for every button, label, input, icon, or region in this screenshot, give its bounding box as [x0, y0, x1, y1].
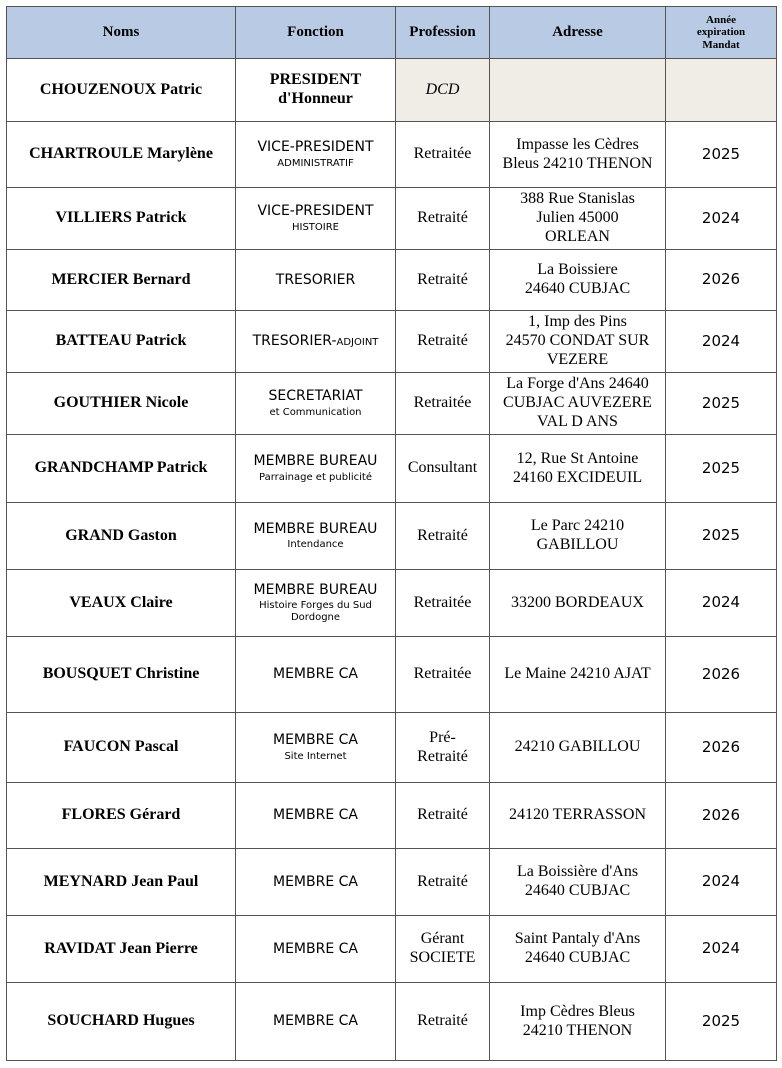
member-mandate-year: 2025 [666, 122, 777, 188]
member-profession: Retraité [396, 503, 490, 570]
table-row [7, 983, 777, 1061]
member-address [490, 916, 666, 983]
member-function [236, 849, 396, 916]
member-function [236, 570, 396, 637]
member-name: BATTEAU Patrick [7, 311, 236, 373]
address-line: La Forge d'Ans 24640 [506, 375, 649, 393]
function-title: MEMBRE CA [273, 1013, 358, 1030]
member-address [490, 849, 666, 916]
address-line: 12, Rue St Antoine [516, 449, 639, 467]
member-profession: Consultant [396, 435, 490, 503]
table-row [7, 916, 777, 983]
address-line: 24210 THENON [522, 1021, 633, 1039]
member-profession: Gérant SOCIETE [396, 916, 490, 983]
board-members-table [6, 6, 777, 1061]
member-name: MEYNARD Jean Paul [7, 849, 236, 916]
function-title: MEMBRE CA [273, 940, 358, 957]
member-name: RAVIDAT Jean Pierre [7, 916, 236, 983]
member-function [236, 713, 396, 783]
function-detail: Parrainage et publicité [259, 471, 372, 483]
function-detail: Intendance [287, 539, 344, 551]
member-function [236, 637, 396, 713]
header-year-line3: Mandat [702, 38, 740, 51]
member-mandate-year: 2025 [666, 373, 777, 435]
member-function [236, 373, 396, 435]
address-line: 24640 CUBJAC [524, 280, 631, 297]
address-line: 1, Imp des Pins [528, 313, 627, 331]
member-function [236, 983, 396, 1061]
member-address [490, 373, 666, 435]
member-address [490, 188, 666, 250]
member-address [490, 570, 666, 637]
address-line: Le Maine 24210 AJAT [504, 665, 651, 683]
member-name: CHARTROULE Marylène [7, 122, 236, 188]
member-function [236, 916, 396, 983]
table-row [7, 435, 777, 503]
address-line: 24640 CUBJAC [524, 882, 631, 899]
member-mandate-year: 2026 [666, 637, 777, 713]
member-profession: Retraité [396, 188, 490, 250]
function-detail: ADMINISTRATIF [277, 157, 354, 169]
table-row [7, 570, 777, 637]
member-function [236, 250, 396, 311]
function-title: MEMBRE CA [273, 666, 358, 683]
function-title: SECRETARIAT [268, 388, 363, 405]
table-row [7, 783, 777, 849]
header-year [666, 7, 777, 59]
address-line: 388 Rue Stanislas [520, 190, 635, 208]
table-header-row [7, 7, 777, 59]
function-title: MEMBRE CA [273, 873, 358, 890]
member-mandate-year: 2025 [666, 503, 777, 570]
address-line: Impasse les Cèdres [516, 135, 639, 153]
member-profession: Retraité [396, 783, 490, 849]
function-detail: et Communication [269, 406, 362, 418]
function-title: VICE-PRESIDENT [257, 139, 374, 156]
function-title: MEMBRE CA [273, 732, 358, 749]
member-mandate-year: 2025 [666, 983, 777, 1061]
member-function [236, 783, 396, 849]
member-address [490, 311, 666, 373]
address-line: VEZERE [546, 350, 609, 368]
header-name: Noms [7, 7, 236, 59]
member-address [490, 983, 666, 1061]
function-detail: HISTOIRE [291, 221, 339, 233]
member-profession: Retraité [396, 849, 490, 916]
member-mandate-year [666, 59, 777, 122]
address-line: Saint Pantaly d'Ans [514, 930, 641, 948]
table-row [7, 122, 777, 188]
member-mandate-year: 2026 [666, 713, 777, 783]
member-function [236, 503, 396, 570]
function-detail: d'Honneur [278, 90, 353, 107]
member-mandate-year: 2024 [666, 849, 777, 916]
function-detail: Histoire Forges du Sud Dordogne [259, 600, 372, 624]
member-function [236, 311, 396, 373]
member-profession: Retraitée [396, 373, 490, 435]
member-name: FLORES Gérard [7, 783, 236, 849]
table-row [7, 250, 777, 311]
address-line: ORLEAN [545, 227, 610, 245]
member-function [236, 188, 396, 250]
member-profession: Retraitée [396, 570, 490, 637]
member-address [490, 713, 666, 783]
table-row [7, 373, 777, 435]
address-line: 24640 CUBJAC [524, 949, 631, 966]
function-title: MEMBRE CA [273, 807, 358, 824]
function-title: PRESIDENT [269, 71, 362, 89]
member-address [490, 435, 666, 503]
function-title: MEMBRE BUREAU [253, 453, 378, 470]
member-profession: Retraitée [396, 637, 490, 713]
member-address [490, 503, 666, 570]
member-profession: Retraitée [396, 122, 490, 188]
member-name: SOUCHARD Hugues [7, 983, 236, 1061]
address-line: CUBJAC AUVEZERE [503, 394, 652, 412]
address-line: 24160 EXCIDEUIL [512, 468, 643, 486]
member-address [490, 122, 666, 188]
function-title: MEMBRE BUREAU [253, 520, 378, 537]
address-line: 24570 CONDAT SUR [505, 332, 650, 350]
member-function [236, 122, 396, 188]
table-row [7, 849, 777, 916]
member-profession: Retraité [396, 983, 490, 1061]
member-name: MERCIER Bernard [7, 250, 236, 311]
member-profession: Pré-Retraité [396, 713, 490, 783]
address-line: 24120 TERRASSON [508, 806, 647, 824]
address-line: 24210 GABILLOU [514, 738, 641, 756]
header-year-line2: expiration [696, 26, 746, 39]
table-row [7, 311, 777, 373]
address-line: VAL D ANS [537, 412, 618, 430]
table-row [7, 188, 777, 250]
address-line: La Boissière d'Ans [516, 863, 639, 881]
header-profession: Profession [396, 7, 490, 59]
address-line: 33200 BORDEAUX [511, 593, 644, 611]
function-detail: ADJOINT [336, 337, 379, 349]
address-line: La Boissiere [537, 261, 618, 279]
function-detail: Site Internet [284, 750, 347, 762]
header-year-line1: Année [706, 13, 736, 26]
member-mandate-year: 2024 [666, 570, 777, 637]
member-address [490, 637, 666, 713]
member-profession: Retraité [396, 250, 490, 311]
header-function: Fonction [236, 7, 396, 59]
member-name: GOUTHIER Nicole [7, 373, 236, 435]
function-title: MEMBRE BUREAU [253, 581, 378, 598]
table-row [7, 59, 777, 122]
address-line: Le Parc 24210 [530, 517, 625, 535]
member-name: CHOUZENOUX Patric [7, 59, 236, 122]
member-mandate-year: 2024 [666, 311, 777, 373]
member-mandate-year: 2026 [666, 783, 777, 849]
address-line: GABILLOU [536, 536, 619, 553]
table-row [7, 637, 777, 713]
function-title: VICE-PRESIDENT [257, 203, 374, 220]
member-name: VILLIERS Patrick [7, 188, 236, 250]
function-title: TRESORIER [275, 271, 356, 288]
member-profession: Retraité [396, 311, 490, 373]
member-mandate-year: 2024 [666, 916, 777, 983]
member-name: BOUSQUET Christine [7, 637, 236, 713]
member-profession: DCD [396, 59, 490, 122]
header-address: Adresse [490, 7, 666, 59]
table-row [7, 713, 777, 783]
function-title: TRESORIER- [252, 333, 337, 350]
address-line: Julien 45000 [536, 209, 619, 227]
member-name: GRANDCHAMP Patrick [7, 435, 236, 503]
member-name: FAUCON Pascal [7, 713, 236, 783]
member-address [490, 250, 666, 311]
member-mandate-year: 2026 [666, 250, 777, 311]
table-row [7, 503, 777, 570]
member-name: GRAND Gaston [7, 503, 236, 570]
member-function [236, 59, 396, 122]
address-line: Bleus 24210 THENON [502, 154, 653, 172]
member-address [490, 783, 666, 849]
member-address [490, 59, 666, 122]
member-mandate-year: 2025 [666, 435, 777, 503]
address-line: Imp Cèdres Bleus [520, 1002, 635, 1020]
member-function [236, 435, 396, 503]
member-name: VEAUX Claire [7, 570, 236, 637]
member-mandate-year: 2024 [666, 188, 777, 250]
